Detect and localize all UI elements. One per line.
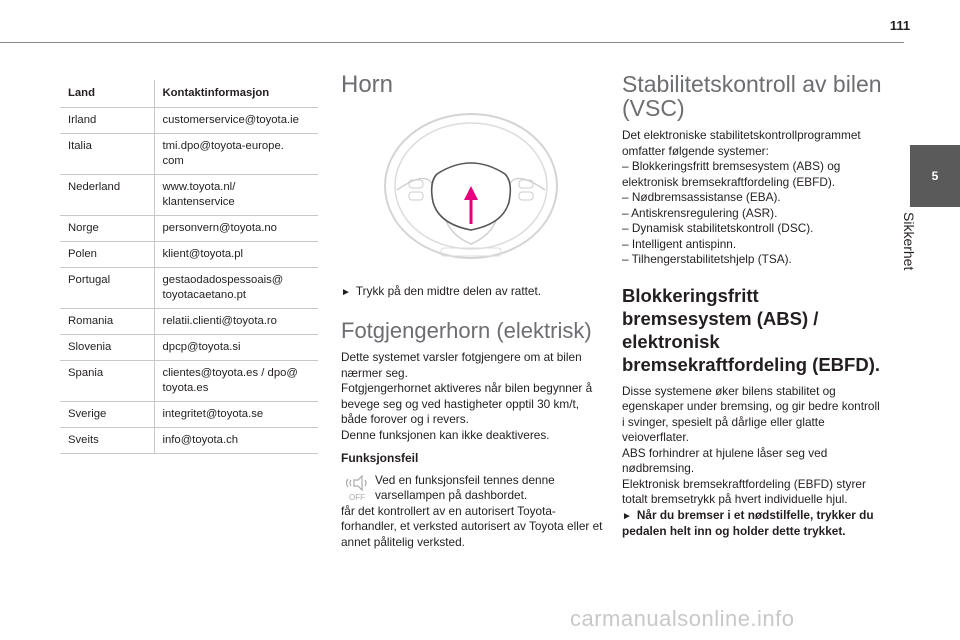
table-row (60, 361, 318, 402)
vsc-list-item: – Dynamisk stabilitetskontroll (DSC). (622, 221, 814, 235)
pedestrian-body (341, 350, 603, 550)
right-column (622, 72, 884, 540)
fault-heading: Funksjonsfeil (341, 451, 419, 465)
abs-bold-text: Når du bremser i et nødstilfelle, trykker du pedalen helt inn og holder dette trykket. (622, 507, 874, 538)
table-cell-land: Romania (60, 309, 154, 335)
page-number: 111 (889, 18, 911, 33)
table-cell-contact: personvern@toyota.no (154, 216, 318, 242)
table-cell-land: Sveits (60, 428, 154, 454)
table-cell-contact: gestaodadospessoais@ toyotacaetano.pt (154, 268, 318, 309)
watermark: carmanualsonline.info (570, 606, 795, 631)
abs-para2: ABS forhindrer at hjulene låser seg ved nødbremsing. (622, 445, 828, 475)
table-cell-contact: klient@toyota.pl (154, 242, 318, 268)
horn-instruction-text: Trykk på den midtre delen av rattet. (355, 284, 542, 298)
fault-row (341, 473, 603, 504)
vsc-list-item: – Blokkeringsfritt bremsesystem (ABS) og elektronisk bremsekraftfordeling (EBFD). (622, 159, 841, 189)
table-cell-land: Polen (60, 242, 154, 268)
table-cell-land: Nederland (60, 175, 154, 216)
middle-column (341, 71, 603, 549)
vsc-title: Stabilitetskontroll av bilen (VSC) (622, 71, 882, 121)
chapter-label-text: Sikkerhet (901, 212, 917, 271)
vsc-intro: Det elektroniske stabilitetskontrollprogrammet omfatter følgende systemer: (622, 128, 861, 158)
vsc-list (622, 159, 884, 268)
table-cell-contact: relatii.clienti@toyota.ro (154, 309, 318, 335)
table-cell-contact: clientes@toyota.es / dpo@ toyota.es (154, 361, 318, 402)
pedestrian-warning-icon (341, 473, 375, 503)
fault-text1: Ved en funksjonsfeil tennes denne varsellampen på dashbordet. (375, 472, 555, 502)
table-cell-contact: integritet@toyota.se (154, 402, 318, 428)
instruction-arrow-icon: ► (341, 287, 351, 298)
table-row (60, 335, 318, 361)
abs-title: Blokkeringsfritt bremsesystem (ABS) / elektronisk bremsekraftfordeling (EBFD). (622, 284, 881, 375)
vsc-body (622, 128, 884, 268)
table-cell-contact: tmi.dpo@toyota-europe. com (154, 134, 318, 175)
pedestrian-para1: Dette systemet varsler fotgjengere om at bilen nærmer seg. (341, 350, 582, 380)
pedestrian-para2: Fotgjengerhornet aktiveres når bilen begynner å bevege seg og ved hastigheter opptil 30 km/t, både forover og i revers. (341, 381, 593, 426)
abs-body (622, 384, 884, 540)
vsc-list-item: – Tilhengerstabilitetshjelp (TSA). (622, 252, 792, 266)
abs-para3: Elektronisk bremsekraftfordeling (EBFD) styrer totalt bremsetrykk på hvert individuelle hjul. (622, 476, 866, 506)
horn-title: Horn (341, 71, 394, 98)
instruction-arrow-icon: ► (622, 510, 632, 522)
vsc-list-item: – Intelligent antispinn. (622, 236, 737, 251)
table-row (60, 134, 318, 175)
table-cell-contact: info@toyota.ch (154, 428, 318, 454)
table-cell-contact: www.toyota.nl/ klantenservice (154, 175, 318, 216)
table-header-contact: Kontaktinformasjon (154, 80, 318, 108)
fault-text2: får det kontrollert av en autorisert Toyota-forhandler, et verksted autorisert av Toyota eller et annet pålitelig verksted. (341, 503, 603, 549)
table-cell-land: Spania (60, 361, 154, 402)
chapter-label (897, 212, 937, 302)
table-row (60, 216, 318, 242)
table-cell-contact: dpcp@toyota.si (154, 335, 318, 361)
off-label: OFF (349, 492, 365, 502)
table-row (60, 108, 318, 134)
table-cell-land: Norge (60, 216, 154, 242)
table-header-land: Land (60, 80, 154, 108)
table-cell-land: Portugal (60, 268, 154, 309)
vsc-list-item: – Antiskrensregulering (ASR). (622, 205, 778, 220)
table-cell-land: Italia (60, 134, 154, 175)
table-row (60, 242, 318, 268)
steering-wheel-illustration (383, 112, 559, 260)
table-row (60, 402, 318, 428)
steering-wheel-icon (383, 112, 559, 260)
header-rule (0, 42, 904, 43)
table-cell-contact: customerservice@toyota.ie (154, 108, 318, 134)
abs-bold-instruction (622, 508, 884, 540)
horn-instruction (341, 284, 603, 301)
table-cell-land: Irland (60, 108, 154, 134)
table-row (60, 175, 318, 216)
contact-table (60, 80, 318, 454)
vsc-list-item: – Nødbremsassistanse (EBA). (622, 190, 781, 204)
pedestrian-title: Fotgjengerhorn (elektrisk) (341, 318, 592, 343)
table-cell-land: Slovenia (60, 335, 154, 361)
chapter-tab[interactable]: 5 (910, 145, 960, 207)
pedestrian-para3: Denne funksjonen kan ikke deaktiveres. (341, 427, 550, 442)
table-row (60, 268, 318, 309)
abs-para1: Disse systemene øker bilens stabilitet og egenskaper under bremsing, og gir bedre kontroll i svinger, spesielt på dårlige eller glatte veioverflater. (622, 383, 880, 444)
table-cell-land: Sverige (60, 402, 154, 428)
table-row (60, 309, 318, 335)
table-header-row (60, 80, 318, 108)
table-row (60, 428, 318, 454)
